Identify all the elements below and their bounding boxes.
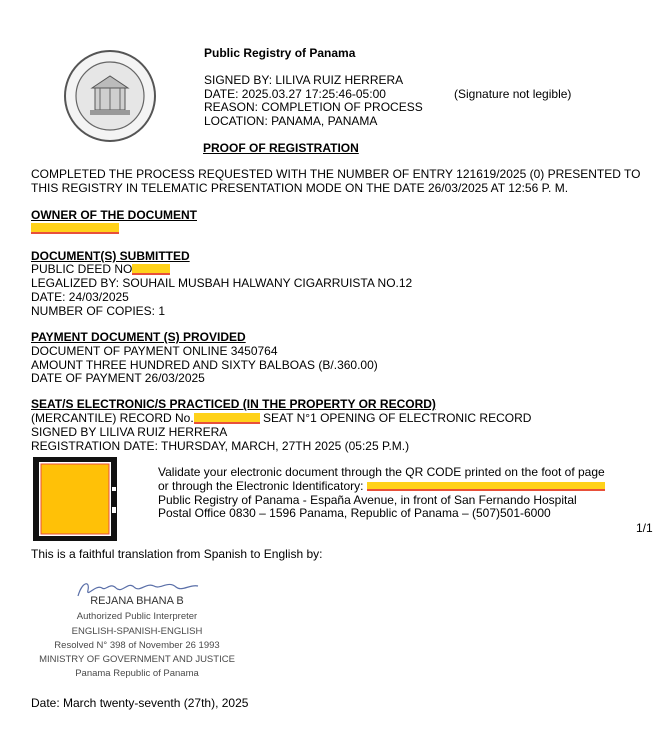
identifier-redaction	[367, 482, 605, 491]
qr-code	[33, 457, 117, 541]
deed-label: PUBLIC DEED NO	[31, 262, 133, 276]
proof-title: PROOF OF REGISTRATION	[203, 141, 359, 155]
intro-line-1: COMPLETED THE PROCESS REQUESTED WITH THE NUMBER OF ENTRY 121619/2025 (0) PRESENTED TO	[31, 167, 641, 181]
owner-heading: OWNER OF THE DOCUMENT	[31, 208, 197, 222]
seats-heading: SEAT/S ELECTRONIC/S PRACTICED (IN THE PROPERTY OR RECORD)	[31, 397, 436, 411]
interpreter-name: REJANA BHANA B	[90, 595, 184, 607]
documents-heading: DOCUMENT(S) SUBMITTED	[31, 249, 190, 263]
signature-reason: REASON: COMPLETION OF PROCESS	[204, 100, 423, 114]
deed-redaction	[132, 264, 170, 275]
interpreter-resolution: Resolved N° 398 of November 26 1993	[54, 640, 220, 651]
footer-date: Date: March twenty-seventh (27th), 2025	[31, 696, 249, 710]
interpreter-languages: ENGLISH-SPANISH-ENGLISH	[71, 626, 203, 637]
signature-location: LOCATION: PANAMA, PANAMA	[204, 114, 378, 128]
signature-note: (Signature not legible)	[454, 87, 572, 101]
seats-signed-by: SIGNED BY LILIVA RUIZ HERRERA	[31, 425, 228, 439]
record-redaction	[194, 413, 260, 424]
signed-by: SIGNED BY: LILIVA RUIZ HERRERA	[204, 73, 404, 87]
validation-line-1: Validate your electronic document through the QR CODE printed on the foot of page	[158, 465, 605, 479]
validation-line-4: Postal Office 0830 – 1596 Panama, Republic of Panama – (507)501-6000	[158, 506, 551, 520]
validation-label: or through the Electronic Identificatory:	[158, 479, 364, 493]
validation-line-2	[158, 480, 605, 493]
payment-document: DOCUMENT OF PAYMENT ONLINE 3450764	[31, 344, 278, 358]
record-line	[31, 412, 531, 425]
owner-redaction	[31, 223, 119, 234]
payment-heading: PAYMENT DOCUMENT (S) PROVIDED	[31, 330, 246, 344]
registration-date: REGISTRATION DATE: THURSDAY, MARCH, 27TH 2025 (05:25 P.M.)	[31, 439, 410, 453]
record-prefix: (MERCANTILE) RECORD No.	[31, 411, 194, 425]
deed-line	[31, 263, 170, 276]
payment-amount: AMOUNT THREE HUNDRED AND SIXTY BALBOAS (B/.360.00)	[31, 358, 378, 372]
interpreter-stamp	[32, 576, 242, 686]
interpreter-country: Panama Republic of Panama	[75, 668, 199, 679]
validation-line-3: Public Registry of Panama - España Avenue, in front of San Fernando Hospital	[158, 493, 577, 507]
signature-date: DATE: 2025.03.27 17:25:46-05:00	[204, 87, 386, 101]
document-date: DATE: 24/03/2025	[31, 290, 129, 304]
page-number: 1/1	[636, 521, 653, 535]
interpreter-title: Authorized Public Interpreter	[76, 611, 198, 622]
number-of-copies: NUMBER OF COPIES: 1	[31, 304, 166, 318]
intro-line-2: THIS REGISTRY IN TELEMATIC PRESENTATION MODE ON THE DATE 26/03/2025 AT 12:56 P. M.	[31, 181, 569, 195]
registry-seal	[62, 48, 158, 144]
payment-date: DATE OF PAYMENT 26/03/2025	[31, 371, 205, 385]
legalized-by: LEGALIZED BY: SOUHAIL MUSBAH HALWANY CIGARRUISTA NO.12	[31, 276, 413, 290]
translation-note: This is a faithful translation from Spanish to English by:	[31, 547, 323, 561]
registry-title: Public Registry of Panama	[204, 46, 356, 60]
interpreter-ministry: MINISTRY OF GOVERNMENT AND JUSTICE	[39, 654, 235, 665]
record-suffix: SEAT N°1 OPENING OF ELECTRONIC RECORD	[263, 411, 532, 425]
